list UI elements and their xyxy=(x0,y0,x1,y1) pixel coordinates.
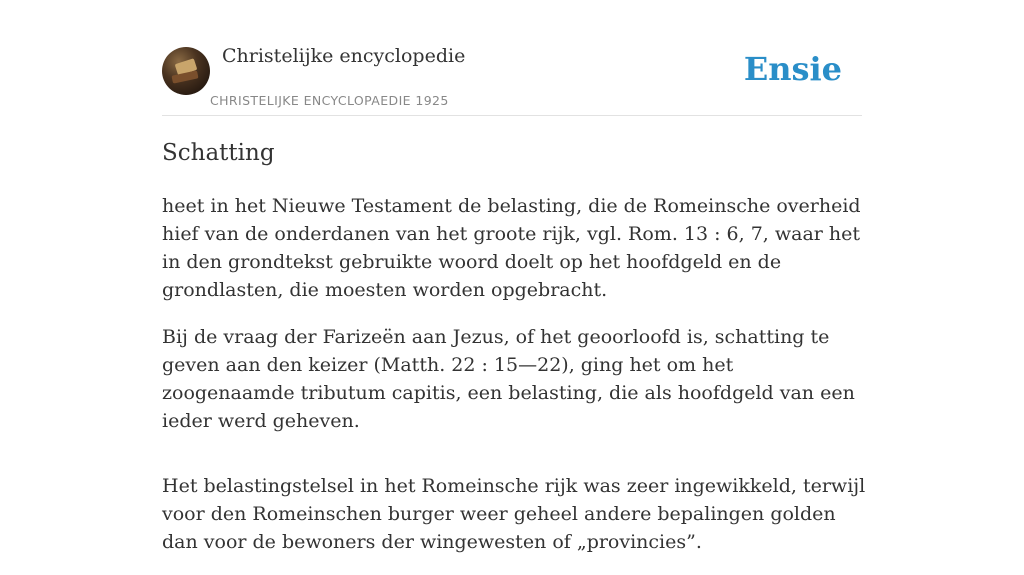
entry-paragraph: heet in het Nieuwe Testament de belasting, die de Romeinsche overheid hief van de onderdanen van het groote rijk, vgl. Rom. 13 : 6, 7, waar het in den grondtekst gebruikte woord doelt op het hoofdgeld en de grondlasten, die moesten worden opgebracht. xyxy=(162,195,861,301)
source-subtitle: CHRISTELIJKE ENCYCLOPAEDIE 1925 xyxy=(210,93,449,108)
entry-title: Schatting xyxy=(162,140,275,166)
source-avatar-icon[interactable] xyxy=(162,47,210,95)
entry-paragraph: Het belastingstelsel in het Romeinsche rijk was zeer ingewikkeld, terwijl voor den Romeinschen burger weer geheel andere bepalingen golden dan voor de bewoners der wingewesten of „provincies”. xyxy=(162,475,866,553)
entry-paragraph: Bij de vraag der Farizeën aan Jezus, of het geoorloofd is, schatting te geven aan den keizer (Matth. 22 : 15—22), ging het om het zoogenaamde tributum capitis, een belasting, die als hoofdgeld van een ieder werd geheven. xyxy=(162,326,855,432)
source-title-link[interactable]: Christelijke encyclopedie xyxy=(222,45,466,67)
brand-logo[interactable]: Ensie xyxy=(743,50,842,88)
entry-body xyxy=(162,192,867,575)
book-shape xyxy=(171,70,198,83)
header-divider xyxy=(162,115,862,116)
